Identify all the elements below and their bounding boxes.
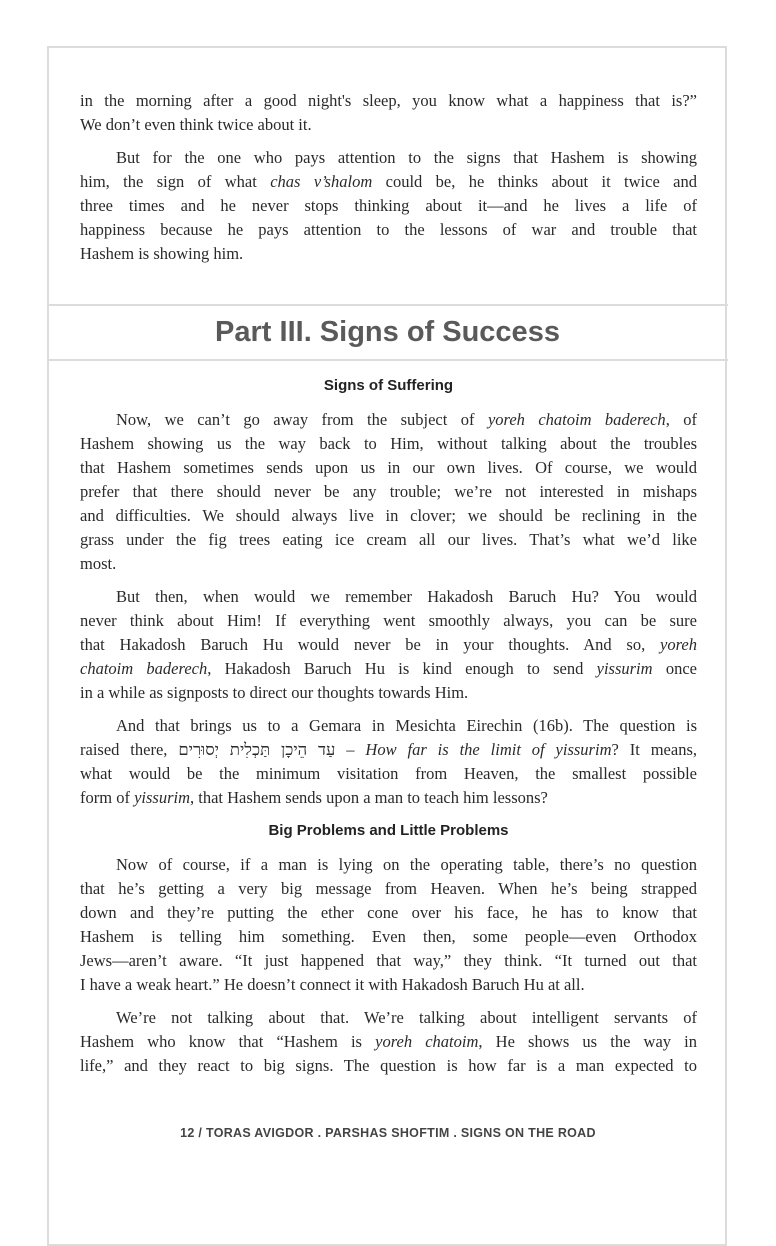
text-line bbox=[80, 242, 697, 266]
text-line bbox=[80, 877, 697, 901]
text: Hashem who know that “Hashem is bbox=[80, 1032, 376, 1051]
text: And that brings us to a Gemara in Mesichta Eirechin (16b). The question is bbox=[116, 716, 697, 735]
part-title: Part III. Signs of Success bbox=[215, 316, 560, 348]
text: most. bbox=[80, 554, 117, 573]
text-line bbox=[80, 552, 697, 576]
text: and difficulties. We should always live in clover; we should be reclining in the bbox=[80, 506, 697, 525]
text-line bbox=[80, 170, 697, 194]
text: happiness because he pays attention to the lessons of war and trouble that bbox=[80, 220, 697, 239]
text-line bbox=[80, 973, 697, 997]
text: down and they’re putting the ether cone over his face, he has to know that bbox=[80, 903, 697, 922]
text: three times and he never stops thinking about it—and he lives a life of bbox=[80, 196, 697, 215]
divider-bottom bbox=[47, 359, 728, 361]
text: We don’t even think twice about it. bbox=[80, 115, 312, 134]
section-heading: Big Problems and Little Problems bbox=[268, 822, 509, 839]
main-section-text bbox=[80, 374, 697, 1087]
text-line bbox=[80, 1054, 697, 1078]
text-line bbox=[80, 504, 697, 528]
italic-text: yissurim bbox=[134, 788, 190, 807]
text-line bbox=[80, 949, 697, 973]
text: Hashem is showing him. bbox=[80, 244, 244, 263]
italic-text: chatoim baderech bbox=[80, 659, 208, 678]
text: that he’s getting a very big message from Heaven. When he’s being strapped bbox=[80, 879, 697, 898]
text: , Hakadosh Baruch Hu is kind enough to send bbox=[207, 659, 597, 678]
text-line bbox=[80, 657, 697, 681]
text: But then, when would we remember Hakadosh Baruch Hu? You would bbox=[116, 587, 697, 606]
text-line bbox=[80, 218, 697, 242]
text: life,” and they react to big signs. The question is how far is a man expected to bbox=[80, 1056, 697, 1075]
text-line bbox=[80, 585, 697, 609]
paragraph bbox=[80, 1006, 697, 1078]
divider-top bbox=[47, 304, 728, 306]
text-line bbox=[80, 480, 697, 504]
text: never think about Him! If everything went smoothly always, you can be sure bbox=[80, 611, 697, 630]
text: , of bbox=[665, 410, 697, 429]
text-line bbox=[80, 408, 697, 432]
text-line bbox=[80, 89, 697, 113]
italic-text: yoreh chatoim baderech bbox=[487, 410, 666, 429]
text: that Hakadosh Baruch Hu would never be in your thoughts. And so, bbox=[80, 635, 661, 654]
text: Hashem showing us the way back to Him, without talking about the troubles bbox=[80, 434, 697, 453]
text: what would be the minimum visitation from Heaven, the smallest possible bbox=[80, 764, 697, 783]
text-line bbox=[80, 738, 697, 762]
text: I have a weak heart.” He doesn’t connect it with Hakadosh Baruch Hu at all. bbox=[80, 975, 585, 994]
text-line bbox=[80, 194, 697, 218]
top-section-text bbox=[80, 89, 697, 275]
text: Jews—aren’t aware. “It just happened that way,” they think. “It turned out that bbox=[80, 951, 697, 970]
text-line bbox=[80, 762, 697, 786]
text-line bbox=[80, 146, 697, 170]
italic-text: yissurim bbox=[596, 659, 653, 678]
text: him, the sign of what bbox=[80, 172, 271, 191]
paragraph bbox=[80, 853, 697, 997]
text: Now, we can’t go away from the subject of bbox=[116, 410, 488, 429]
paragraph bbox=[80, 146, 697, 266]
text-line bbox=[80, 609, 697, 633]
text-line bbox=[80, 901, 697, 925]
italic-text: chas v’shalom bbox=[270, 172, 373, 191]
text-line bbox=[80, 1030, 697, 1054]
text-line bbox=[80, 528, 697, 552]
italic-text: How far is the limit of yissurim bbox=[365, 740, 612, 759]
text-line bbox=[80, 456, 697, 480]
paragraph bbox=[80, 585, 697, 705]
text: We’re not talking about that. We’re talking about intelligent servants of bbox=[116, 1008, 697, 1027]
page-footer: 12 / TORAS AVIGDOR . PARSHAS SHOFTIM . SIGNS ON THE ROAD bbox=[180, 1126, 596, 1140]
text-line bbox=[80, 786, 697, 810]
text-line bbox=[80, 633, 697, 657]
text: could be, he thinks about it twice and bbox=[372, 172, 698, 191]
text: once bbox=[652, 659, 697, 678]
text: form of bbox=[80, 788, 135, 807]
text-line bbox=[80, 714, 697, 738]
text: Hashem is telling him something. Even then, some people—even Orthodox bbox=[80, 927, 697, 946]
text: But for the one who pays attention to the signs that Hashem is showing bbox=[116, 148, 697, 167]
text-line bbox=[80, 432, 697, 456]
paragraph bbox=[80, 408, 697, 576]
text: raised there, עַד הֵיכָן תַּכְלִית יְסוּרִים – bbox=[80, 740, 366, 759]
text: in the morning after a good night's sleep, you know what a happiness that is?” bbox=[80, 91, 697, 110]
italic-text: yoreh chatoim bbox=[375, 1032, 479, 1051]
text: prefer that there should never be any trouble; we’re not interested in mishaps bbox=[80, 482, 697, 501]
text: , He shows us the way in bbox=[478, 1032, 697, 1051]
text: in a while as signposts to direct our thoughts towards Him. bbox=[80, 683, 469, 702]
text-line bbox=[80, 681, 697, 705]
text: that Hashem sometimes sends upon us in our own lives. Of course, we would bbox=[80, 458, 697, 477]
text-line bbox=[80, 113, 697, 137]
italic-text: yoreh bbox=[660, 635, 697, 654]
section-heading: Signs of Suffering bbox=[323, 377, 454, 394]
text-line bbox=[80, 925, 697, 949]
text-line bbox=[80, 853, 697, 877]
text: ? It means, bbox=[611, 740, 697, 759]
paragraph bbox=[80, 714, 697, 810]
paragraph bbox=[80, 89, 697, 137]
text: grass under the fig trees eating ice cream all our lives. That’s what we’d like bbox=[80, 530, 697, 549]
text: , that Hashem sends upon a man to teach him lessons? bbox=[190, 788, 548, 807]
text-line bbox=[80, 1006, 697, 1030]
text: Now of course, if a man is lying on the operating table, there’s no question bbox=[116, 855, 697, 874]
